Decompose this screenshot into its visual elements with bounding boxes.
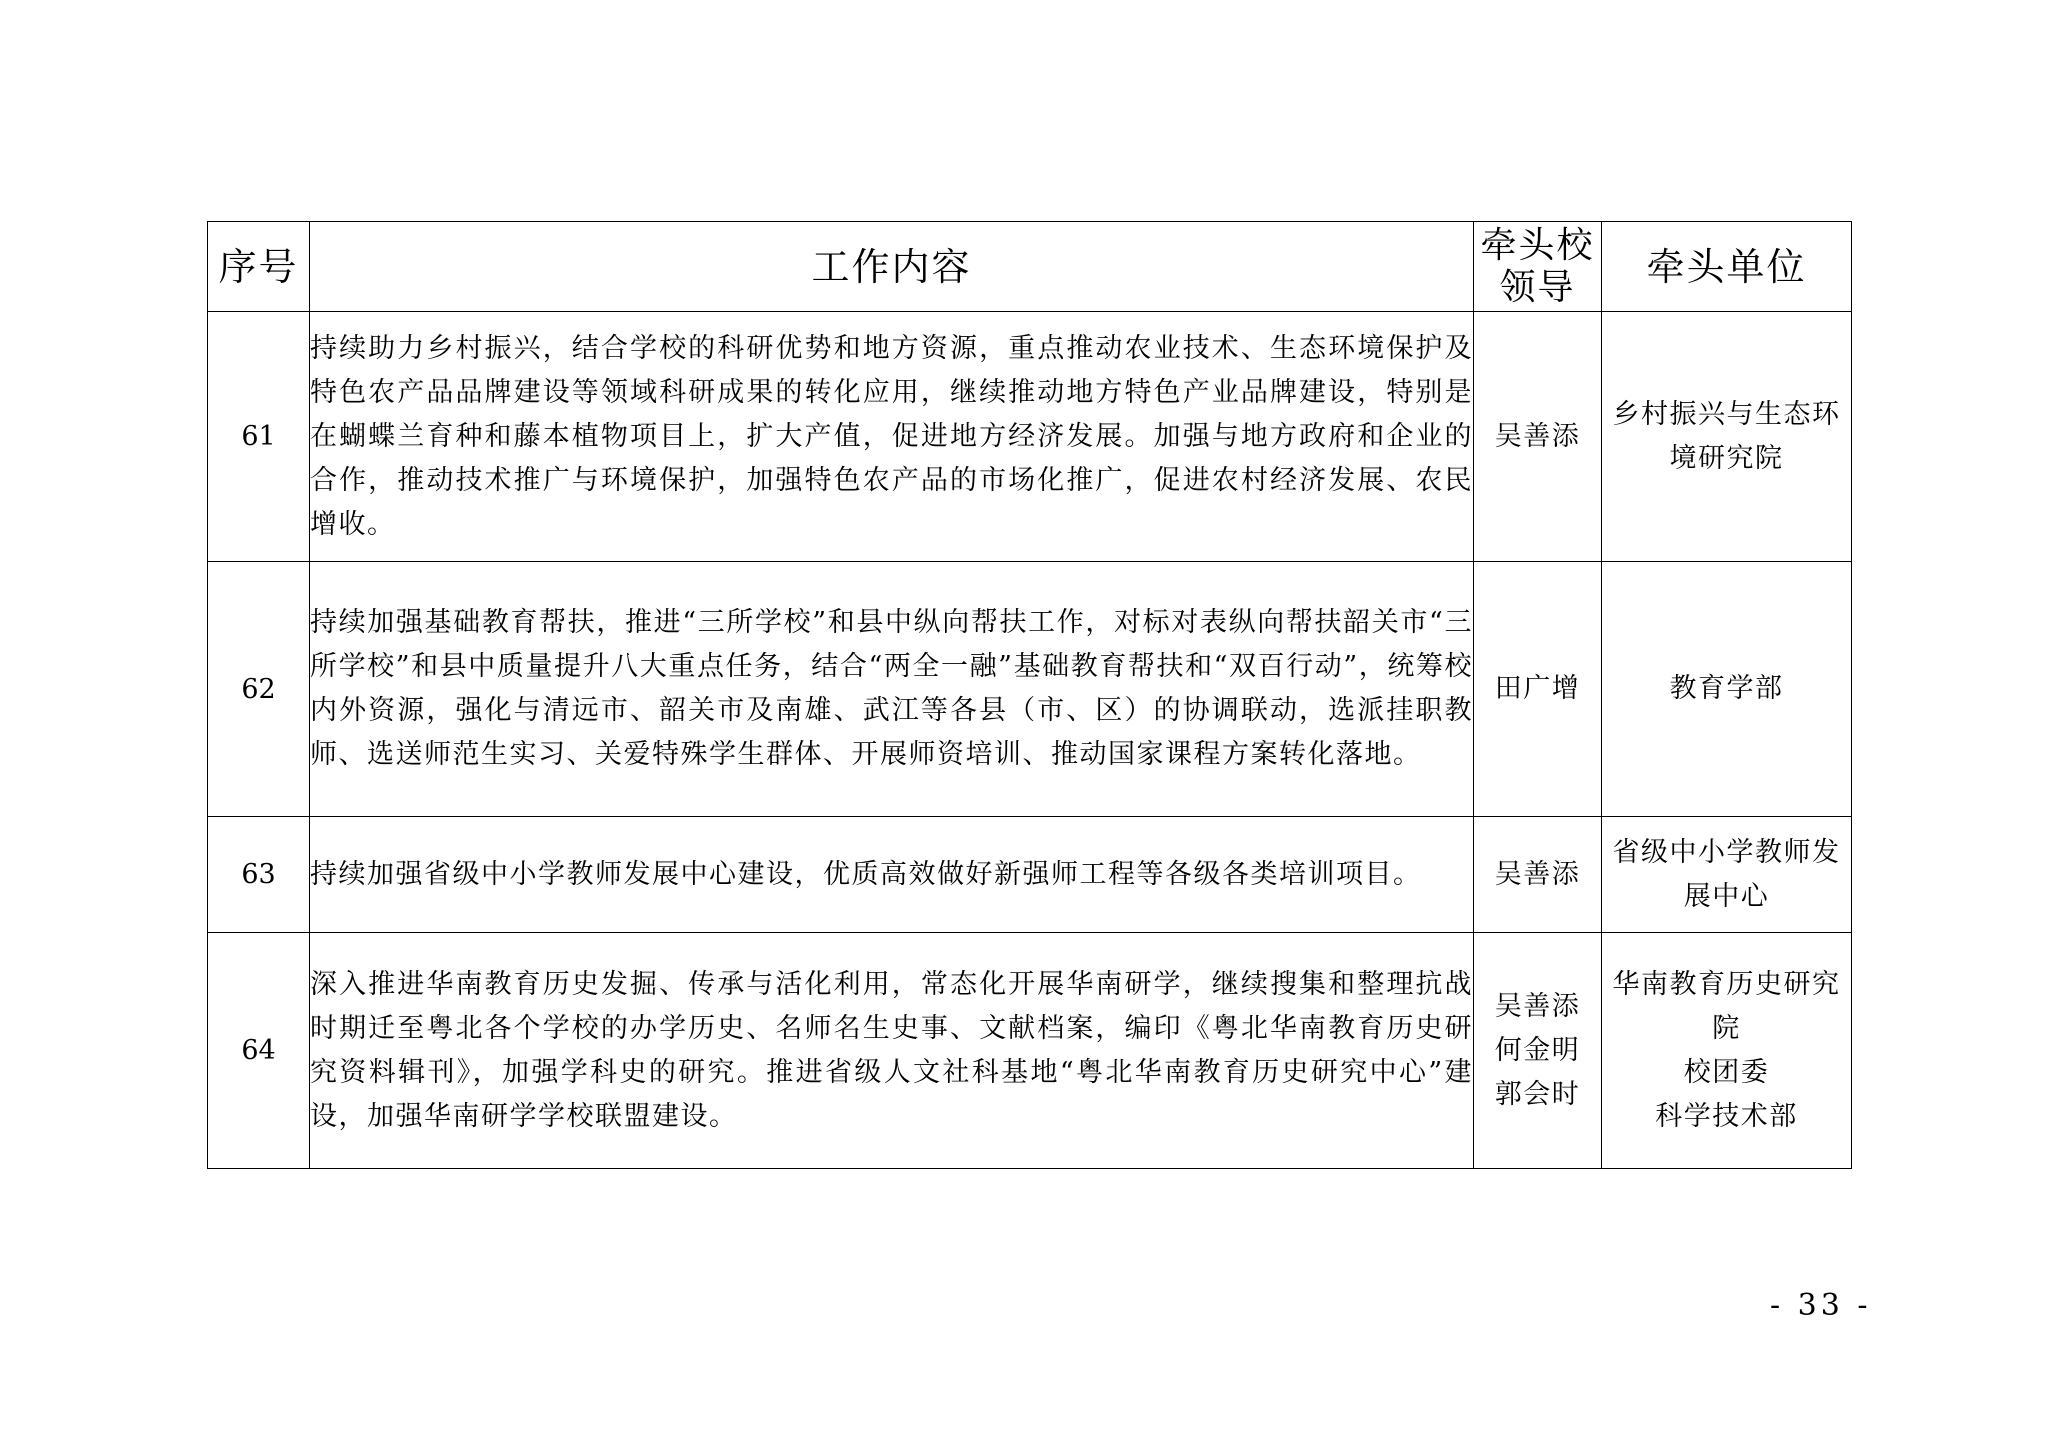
row-content: 持续助力乡村振兴，结合学校的科研优势和地方资源，重点推动农业技术、生态环境保护及特色农产品品牌建设等领域科研成果的转化应用，继续推动地方特色产业品牌建设，特别是在蝴蝶兰育种和藤本植物项目上，扩大产值，促进地方经济发展。加强与地方政府和企业的合作，推动技术推广与环境保护，加强特色农产品的市场化推广，促进农村经济发展、农民增收。	[310, 312, 1474, 562]
row-number: 64	[208, 933, 310, 1169]
row-content: 深入推进华南教育历史发掘、传承与活化利用，常态化开展华南研学，继续搜集和整理抗战时期迁至粤北各个学校的办学历史、名师名生史事、文献档案，编印《粤北华南教育历史研究资料辑刊》，加强学科史的研究。推进省级人文社科基地“粤北华南教育历史研究中心”建设，加强华南研学学校联盟建设。	[310, 933, 1474, 1169]
row-number: 63	[208, 817, 310, 933]
row-unit	[1602, 312, 1852, 562]
leader-name: 吴善添	[1494, 990, 1581, 1022]
row-leader	[1474, 562, 1602, 817]
leader-name: 何金明	[1494, 1034, 1581, 1066]
row-unit	[1602, 817, 1852, 933]
unit-name: 省级中小学教师发展中心	[1612, 836, 1841, 912]
leader-name: 吴善添	[1494, 420, 1581, 452]
table-row	[208, 562, 1852, 817]
table-row	[208, 933, 1852, 1169]
row-number: 61	[208, 312, 310, 562]
table-header-row	[208, 222, 1852, 312]
header-leader: 牵头校领导	[1474, 222, 1602, 312]
unit-name: 华南教育历史研究院	[1612, 968, 1841, 1044]
table-row	[208, 312, 1852, 562]
unit-name: 科学技术部	[1655, 1100, 1798, 1132]
unit-name: 乡村振兴与生态环境研究院	[1612, 398, 1841, 474]
leader-name: 田广增	[1494, 673, 1581, 704]
header-content: 工作内容	[310, 222, 1474, 312]
leader-name: 吴善添	[1494, 858, 1581, 890]
row-unit	[1602, 933, 1852, 1169]
leader-name: 郭会时	[1494, 1078, 1581, 1110]
row-leader	[1474, 817, 1602, 933]
document-page	[207, 221, 1851, 1169]
table-row	[208, 817, 1852, 933]
row-number: 62	[208, 562, 310, 817]
row-content: 持续加强基础教育帮扶，推进“三所学校”和县中纵向帮扶工作，对标对表纵向帮扶韶关市“三所学校”和县中质量提升八大重点任务，结合“两全一融”基础教育帮扶和“双百行动”，统筹校内外资源，强化与清远市、韶关市及南雄、武江等各县（市、区）的协调联动，选派挂职教师、选送师范生实习、关爱特殊学生群体、开展师资培训、推动国家课程方案转化落地。	[310, 562, 1474, 817]
row-leader	[1474, 933, 1602, 1169]
unit-name: 校团委	[1683, 1056, 1770, 1088]
unit-name: 教育学部	[1669, 673, 1784, 704]
header-number: 序号	[208, 222, 310, 312]
row-leader	[1474, 312, 1602, 562]
row-unit	[1602, 562, 1852, 817]
page-number: - 33 -	[1770, 1288, 1872, 1323]
row-content: 持续加强省级中小学教师发展中心建设，优质高效做好新强师工程等各级各类培训项目。	[310, 817, 1474, 933]
work-task-table	[207, 221, 1852, 1169]
header-unit: 牵头单位	[1602, 222, 1852, 312]
